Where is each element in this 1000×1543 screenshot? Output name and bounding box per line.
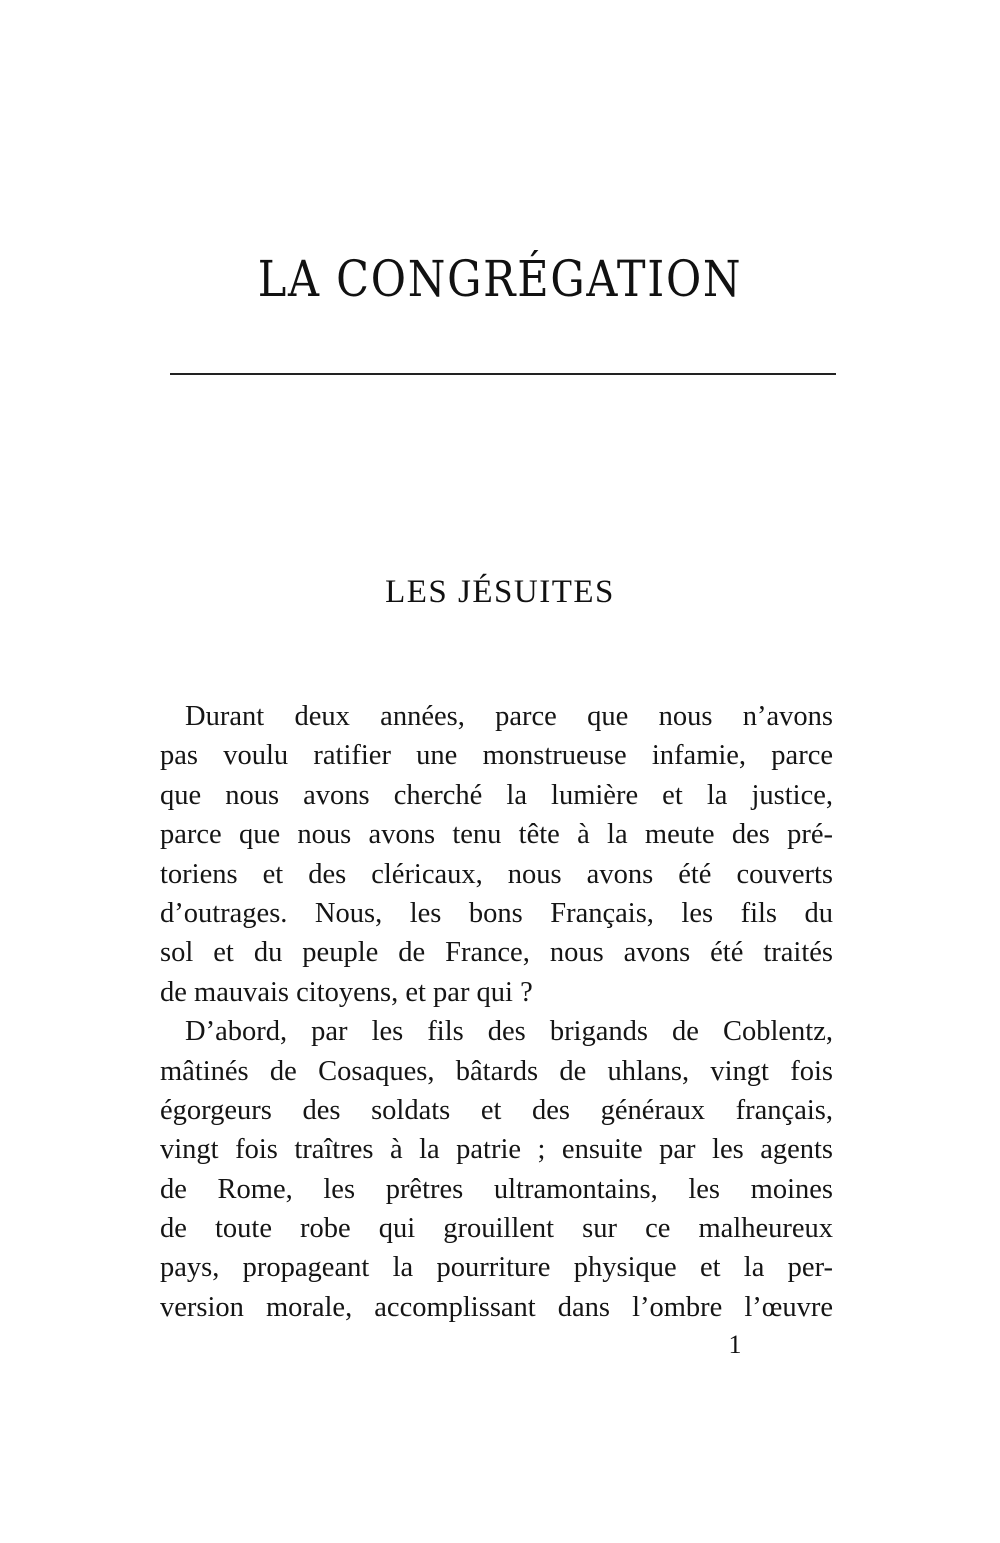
text-line: mâtinés de Cosaques, bâtards de uhlans, vingt fois: [160, 1055, 833, 1087]
text-line: D’abord, par les fils des brigands de Coblentz,: [185, 1016, 833, 1048]
text-line: version morale, accomplissant dans l’ombre l’œuvre: [160, 1291, 833, 1323]
text-line: pas voulu ratifier une monstrueuse infamie, parce: [160, 740, 833, 772]
text-line: de toute robe qui grouillent sur ce malheureux: [160, 1213, 833, 1245]
paragraph: [160, 697, 833, 1012]
title-rule: [170, 373, 836, 375]
text-line: d’outrages. Nous, les bons Français, les fils du: [160, 897, 833, 929]
page-number: 1: [728, 1330, 742, 1359]
text-line: de mauvais citoyens, et par qui ?: [160, 976, 533, 1008]
text-line: parce que nous avons tenu tête à la meute des pré-: [160, 819, 833, 851]
text-line: Durant deux années, parce que nous n’avons: [185, 701, 833, 732]
page-title: LA CONGRÉGATION: [257, 250, 743, 308]
text-line: que nous avons cherché la lumière et la justice,: [160, 779, 833, 811]
text-line: égorgeurs des soldats et des généraux français,: [160, 1094, 833, 1126]
text-line: de Rome, les prêtres ultramontains, les moines: [160, 1173, 833, 1205]
body-text: [160, 697, 833, 1327]
text-line: vingt fois traîtres à la patrie ; ensuite par les agents: [160, 1134, 833, 1166]
text-line: toriens et des cléricaux, nous avons été couverts: [160, 858, 833, 890]
paragraph: [160, 1012, 833, 1327]
text-line: sol et du peuple de France, nous avons été traités: [160, 937, 833, 969]
text-line: pays, propageant la pourriture physique et la per-: [160, 1252, 833, 1284]
section-heading: LES JÉSUITES: [385, 574, 615, 610]
